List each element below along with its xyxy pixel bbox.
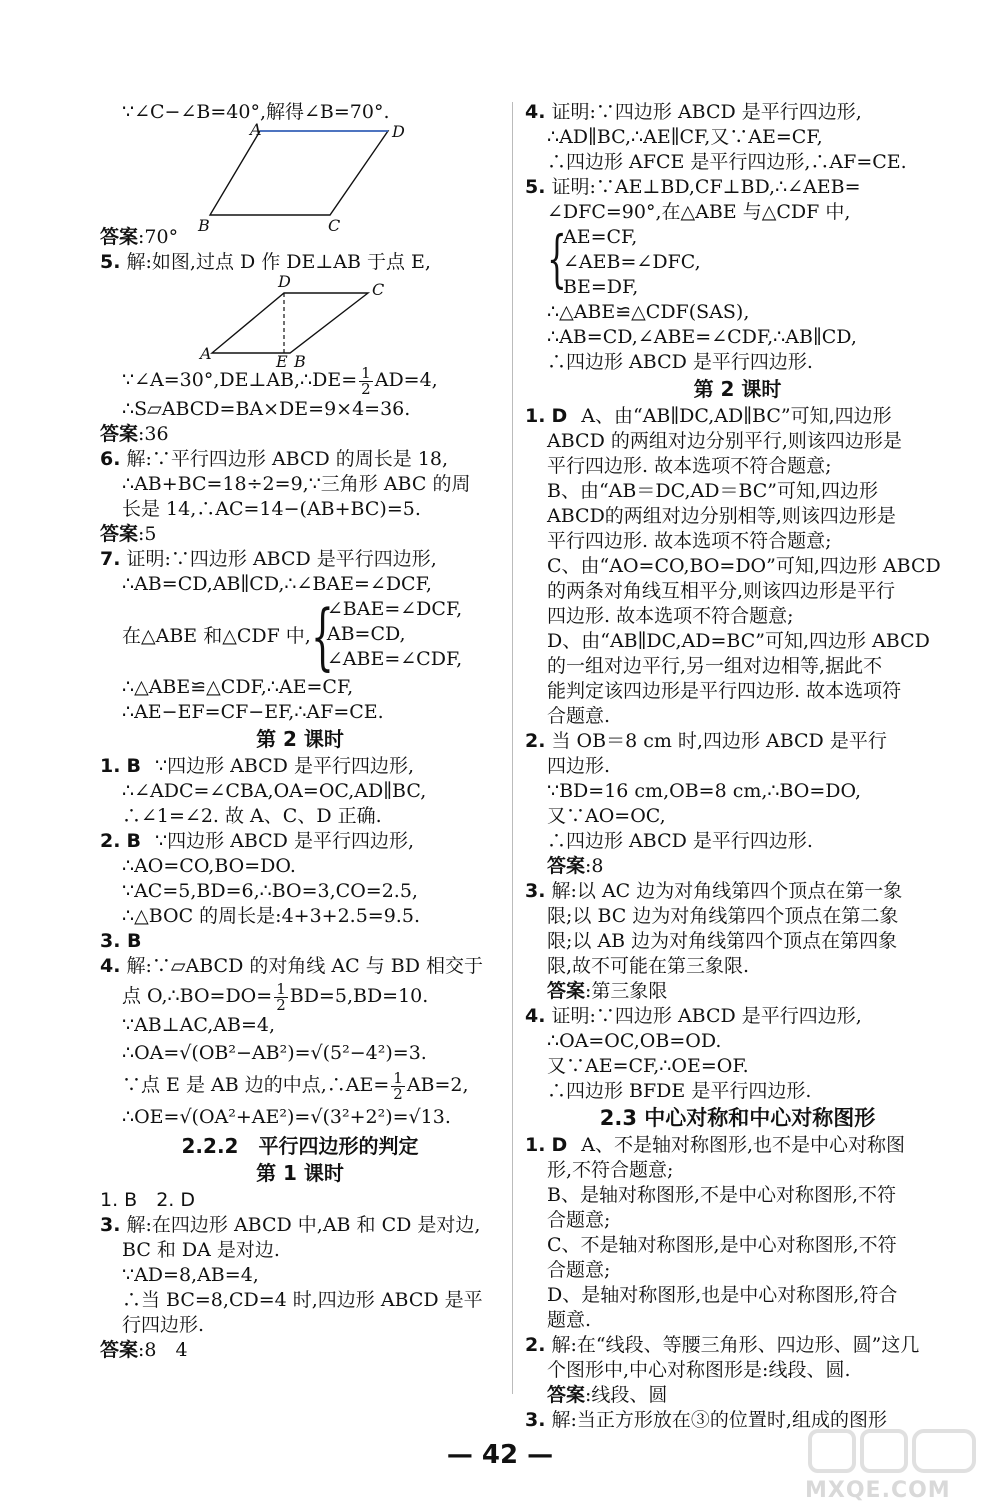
- fraction-denominator: 2: [276, 995, 286, 1014]
- answer-label: 答案: [547, 855, 586, 877]
- choice-answer: B: [126, 830, 141, 852]
- question-2: [100, 829, 500, 854]
- text-line: C、由“AO=CO,BO=DO”可知,四边形 ABCD: [547, 555, 941, 577]
- condition-item: BE=DF,: [563, 276, 639, 298]
- text-line: [100, 979, 500, 1013]
- vertex-d: D: [392, 122, 405, 141]
- question-text: ∵四边形 ABCD 是平行四边形,: [154, 755, 414, 777]
- text-line: C、不是轴对称图形,是中心对称图形,不符: [547, 1234, 897, 1256]
- text-line: 又∵AO=OC,: [547, 805, 666, 827]
- vertex-e: E: [276, 352, 288, 371]
- text-line: 行四边形.: [122, 1314, 205, 1336]
- question-text: 当 OB＝8 cm 时,四边形 ABCD 是平行: [551, 730, 887, 752]
- text-line: 限;以 AB 边为对角线第四个顶点在第四象: [547, 930, 898, 952]
- text-line: ∴△ABE≌△CDF,∴AE=CF,: [122, 676, 354, 698]
- condition-list: [563, 225, 701, 300]
- condition-item: ∠AEB=∠DFC,: [563, 251, 701, 273]
- question-5: [100, 250, 500, 275]
- fraction: [359, 363, 373, 398]
- text-line: 合题意;: [547, 1259, 611, 1281]
- text-line: ABCD的两组对边分别相等,则该四边形是: [547, 505, 896, 527]
- text-line: D、由“AB∥DC,AD=BC”可知,四边形 ABCD: [547, 630, 930, 652]
- condition-list: [327, 597, 462, 675]
- text-segment: 在△ABE 和△CDF 中,: [122, 624, 311, 647]
- text-line: 又∵AE=CF,∴OE=OF.: [547, 1055, 749, 1077]
- vertex-b: B: [294, 352, 306, 371]
- text-line: ∴S▱ABCD=BA×DE=9×4=36.: [122, 398, 411, 420]
- text-line: ∴当 BC=8,CD=4 时,四边形 ABCD 是平: [122, 1289, 483, 1311]
- text-line: 平行四边形. 故本选项不符合题意;: [547, 530, 832, 552]
- column-divider: [512, 102, 513, 1394]
- answer-label: 答案: [100, 1339, 139, 1361]
- question-4: [525, 100, 950, 125]
- question-number: 5.: [100, 251, 121, 273]
- vertex-c: C: [328, 216, 341, 235]
- choice-answer: D: [551, 1134, 568, 1156]
- fraction-denominator: 2: [361, 379, 371, 398]
- question-1-2: 1. B 2. D: [100, 1189, 196, 1211]
- question-text: ∵四边形 ABCD 是平行四边形,: [154, 830, 414, 852]
- text-segment: BD=5,BD=10.: [289, 985, 429, 1007]
- condition-block: [525, 222, 950, 300]
- text-segment: AB=2,: [406, 1074, 469, 1096]
- text-line: D、是轴对称图形,也是中心对称图形,符合: [547, 1284, 898, 1306]
- fraction: [274, 979, 288, 1014]
- vertex-c: C: [372, 280, 385, 299]
- text-line: 形,不符合题意;: [547, 1159, 674, 1181]
- answer-value: :70°: [138, 226, 179, 248]
- question-text: 解:当正方形放在③的位置时,组成的图形: [551, 1409, 887, 1431]
- vertex-a: A: [200, 344, 212, 363]
- text-line: ∴AE−EF=CF−EF,∴AF=CE.: [122, 701, 384, 723]
- text-line: 合题意;: [547, 1209, 611, 1231]
- fraction-denominator: 2: [393, 1084, 403, 1103]
- question-text: 证明:∵四边形 ABCD 是平行四边形,: [126, 548, 437, 570]
- text-segment: 点 O,∴BO=DO=: [122, 985, 273, 1007]
- question-text: A、由“AB∥DC,AD∥BC”可知,四边形: [581, 405, 892, 427]
- question-text: 解:如图,过点 D 作 DE⊥AB 于点 E,: [126, 251, 431, 273]
- question-6: [100, 447, 500, 472]
- answer-line: [100, 1338, 500, 1363]
- text-line: ∴四边形 ABCD 是平行四边形.: [547, 830, 813, 852]
- text-line: ∴四边形 ABCD 是平行四边形.: [547, 351, 813, 373]
- section-heading: 2.2.2 平行四边形的判定: [181, 1134, 419, 1158]
- answer-line: [525, 979, 950, 1004]
- text-line: ∵BD=16 cm,OB=8 cm,∴BO=DO,: [547, 780, 862, 802]
- answer-value: :5: [138, 523, 157, 545]
- text-line: ∴四边形 AFCE 是平行四边形,∴AF=CE.: [547, 151, 907, 173]
- text-line: ∴OA=√(OB²−AB²)=√(5²−4²)=3.: [122, 1042, 427, 1064]
- answer-value: :36: [138, 423, 169, 445]
- condition-item: ∠ABE=∠CDF,: [326, 648, 463, 670]
- section-heading: 第 1 课时: [256, 1161, 344, 1185]
- text-line: 长是 14,∴AC=14−(AB+BC)=5.: [122, 498, 421, 520]
- question-text: 解:∵▱ABCD 的对角线 AC 与 BD 相交于: [126, 955, 483, 977]
- question-text: 证明:∵四边形 ABCD 是平行四边形,: [551, 101, 862, 123]
- page-number: — 42 —: [446, 1440, 554, 1470]
- condition-item: ∠BAE=∠DCF,: [326, 598, 463, 620]
- question-7: [100, 547, 500, 572]
- condition-prefix: [122, 597, 311, 675]
- question-text: 解:在“线段、等腰三角形、四边形、圆”这几: [551, 1334, 920, 1356]
- question-number: 4.: [525, 101, 546, 123]
- left-brace: {: [310, 594, 334, 678]
- answer-label: 答案: [547, 1384, 586, 1406]
- text-line: [100, 1068, 500, 1102]
- question-text: A、不是轴对称图形,也不是中心对称图: [581, 1134, 906, 1156]
- answer-label: 答案: [547, 980, 586, 1002]
- answer-line: [525, 854, 950, 879]
- question-number: 1.: [525, 1134, 546, 1156]
- question-number: 7.: [100, 548, 121, 570]
- answer-value: :第三象限: [585, 980, 668, 1002]
- question-text: 解:在四边形 ABCD 中,AB 和 CD 是对边,: [126, 1214, 481, 1236]
- left-brace: {: [547, 222, 567, 295]
- answer-label: 答案: [100, 226, 139, 248]
- condition-block: [100, 594, 500, 678]
- question-1: [100, 754, 500, 779]
- text-line: 题意.: [547, 1309, 592, 1331]
- text-line: ∴AD∥BC,∴AE∥CF,又∵AE=CF,: [547, 126, 823, 148]
- question-text: 解:∵平行四边形 ABCD 的周长是 18,: [126, 448, 449, 470]
- question-number: 5.: [525, 176, 546, 198]
- right-column: [525, 100, 950, 1433]
- section-heading: 第 2 课时: [693, 377, 782, 401]
- question-number: 1.: [525, 405, 546, 427]
- question-4: [525, 1004, 950, 1029]
- text-line: B、是轴对称图形,不是中心对称图形,不符: [547, 1184, 897, 1206]
- text-line: ∴△BOC 的周长是:4+3+2.5=9.5.: [122, 905, 420, 927]
- question-number: 4.: [100, 955, 121, 977]
- answer-value: :线段、圆: [585, 1384, 668, 1406]
- text-line: 能判定该四边形是平行四边形. 故本选项符: [547, 680, 902, 702]
- fraction-numerator: 1: [361, 363, 371, 382]
- question-number: 3.: [525, 1409, 546, 1431]
- text-line: ∴△ABE≌△CDF(SAS),: [547, 301, 750, 323]
- fraction-numerator: 1: [393, 1068, 403, 1087]
- text-line: ∴OA=OC,OB=OD.: [547, 1030, 722, 1052]
- section-heading: 2.3 中心对称和中心对称图形: [599, 1106, 876, 1130]
- text-line: ∴AB=CD,∠ABE=∠CDF,∴AB∥CD,: [547, 326, 857, 348]
- answer-line: [100, 522, 500, 547]
- answer-label: 答案: [100, 523, 139, 545]
- text-line: ∴AB+BC=18÷2=9,∵三角形 ABC 的周: [122, 473, 471, 495]
- answer-line: [100, 422, 500, 447]
- question-number: 3.: [100, 1214, 121, 1236]
- answer-value: :8: [585, 855, 604, 877]
- text-line: ∵AB⊥AC,AB=4,: [122, 1014, 275, 1036]
- parallelogram-diagram: [100, 125, 500, 225]
- question-text: 证明:∵AE⊥BD,CF⊥BD,∴∠AEB=: [551, 176, 861, 198]
- text-line: 的两条对角线互相平分,则该四边形是平行: [547, 580, 896, 602]
- text-line: B、由“AB＝DC,AD＝BC”可知,四边形: [547, 480, 879, 502]
- fraction-numerator: 1: [276, 979, 286, 998]
- question-1: [525, 404, 950, 429]
- question-number: 1.: [100, 755, 121, 777]
- text-line: ∵∠C−∠B=40°,解得∠B=70°.: [122, 101, 390, 123]
- text-line: 限;以 BC 边为对角线第四个顶点在第二象: [547, 905, 899, 927]
- question-text: 解:以 AC 边为对角线第四个顶点在第一象: [551, 880, 903, 902]
- parallelogram-figure-1: [100, 120, 500, 235]
- text-line: ∠DFC=90°,在△ABE 与△CDF 中,: [547, 201, 851, 223]
- question-number: 6.: [100, 448, 121, 470]
- question-4: [100, 954, 500, 979]
- question-number: 2.: [525, 730, 546, 752]
- text-line: ∴∠ADC=∠CBA,OA=OC,AD∥BC,: [122, 780, 427, 802]
- watermark-text: MXQE.COM: [805, 1478, 951, 1503]
- vertex-a: A: [250, 120, 262, 139]
- answer-line: [525, 1383, 950, 1408]
- text-segment: ∵点 E 是 AB 边的中点,∴AE=: [122, 1074, 390, 1096]
- vertex-d: D: [278, 272, 291, 291]
- left-column: [100, 100, 500, 1363]
- vertex-b: B: [198, 216, 210, 235]
- answer-line: [100, 225, 500, 250]
- condition-item: AE=CF,: [563, 226, 638, 248]
- text-line: ∴四边形 BFDE 是平行四边形.: [547, 1080, 812, 1102]
- text-line: 四边形. 故本选项不符合题意;: [547, 605, 794, 627]
- text-line: 个图形中,中心对称图形是:线段、圆.: [547, 1359, 851, 1381]
- question-1: [525, 1133, 950, 1158]
- text-segment: AD=4,: [374, 369, 438, 391]
- question-3: 3. B: [100, 930, 142, 952]
- choice-answer: D: [551, 405, 568, 427]
- question-2: [525, 729, 950, 754]
- answer-value: :8 4: [138, 1339, 188, 1361]
- question-5: [525, 175, 950, 200]
- answer-label: 答案: [100, 423, 139, 445]
- text-line: 限,故不可能在第三象限.: [547, 955, 750, 977]
- question-number: 2.: [100, 830, 121, 852]
- question-number: 2.: [525, 1334, 546, 1356]
- text-line: 合题意.: [547, 705, 611, 727]
- question-number: 3.: [525, 880, 546, 902]
- text-line: ∵AC=5,BD=6,∴BO=3,CO=2.5,: [122, 880, 418, 902]
- question-text: 证明:∵四边形 ABCD 是平行四边形,: [551, 1005, 862, 1027]
- text-line: ∴∠1=∠2. 故 A、C、D 正确.: [122, 805, 382, 827]
- question-number: 4.: [525, 1005, 546, 1027]
- text-line: ABCD 的两组对边分别平行,则该四边形是: [547, 430, 902, 452]
- text-line: 四边形.: [547, 755, 611, 777]
- parallelogram-figure-2: [100, 272, 500, 371]
- text-segment: ∵∠A=30°,DE⊥AB,∴DE=: [122, 369, 358, 391]
- condition-item: AB=CD,: [326, 623, 406, 645]
- fraction: [391, 1068, 405, 1103]
- section-heading: 第 2 课时: [256, 727, 344, 751]
- question-3: [525, 879, 950, 904]
- text-line: 平行四边形. 故本选项不符合题意;: [547, 455, 832, 477]
- text-line: BC 和 DA 是对边.: [122, 1239, 280, 1261]
- text-line: ∴AB=CD,AB∥CD,∴∠BAE=∠DCF,: [122, 573, 432, 595]
- text-line: 的一组对边平行,另一组对边相等,据此不: [547, 655, 883, 677]
- text-line: ∴AO=CO,BO=DO.: [122, 855, 296, 877]
- question-3: [100, 1213, 500, 1238]
- text-line: ∵AD=8,AB=4,: [122, 1264, 259, 1286]
- question-2: [525, 1333, 950, 1358]
- text-line: ∴OE=√(OA²+AE²)=√(3²+2²)=√13.: [122, 1106, 451, 1128]
- choice-answer: B: [126, 755, 141, 777]
